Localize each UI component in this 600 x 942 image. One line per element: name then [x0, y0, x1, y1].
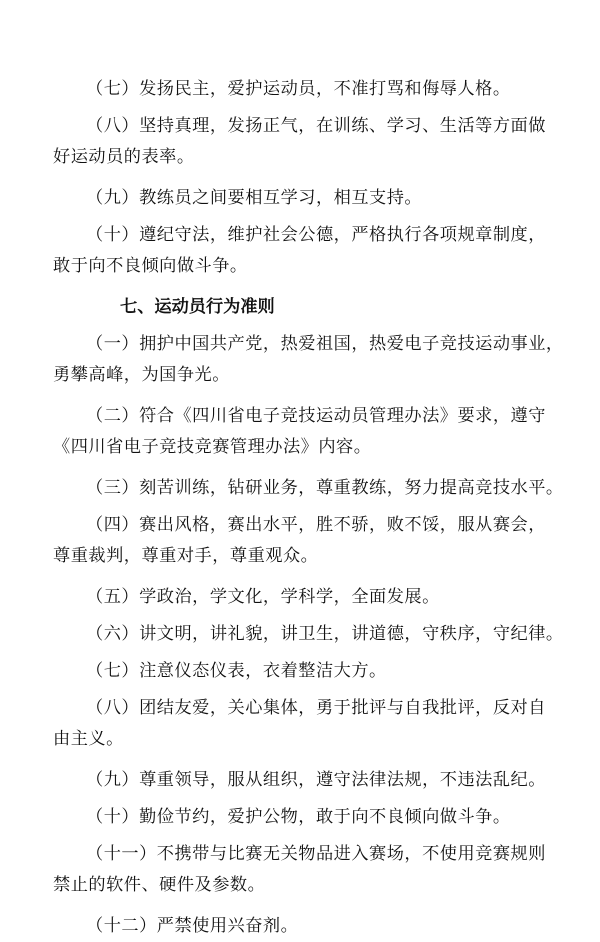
paragraph-coach-8: （八）坚持真理，发扬正气，在训练、学习、生活等方面做 好运动员的表率。	[53, 116, 546, 167]
rule-12: （十二）严禁使用兴奋剂。	[86, 916, 299, 936]
paragraph-coach-7: （七）发扬民主，爱护运动员，不准打骂和侮辱人格。	[86, 79, 511, 99]
rule-7: （七）注意仪态仪表，衣着整洁大方。	[86, 661, 387, 681]
rule-10: （十）勤俭节约，爱护公物，敢于向不良倾向做斗争。	[86, 807, 511, 827]
rule-3: （三）刻苦训练，钻研业务，尊重教练，努力提高竞技水平。	[86, 478, 564, 498]
section-heading: 七、运动员行为准则	[120, 297, 275, 317]
rule-4: （四）赛出风格，赛出水平，胜不骄，败不馁，服从赛会， 尊重裁判，尊重对手，尊重观众。	[53, 515, 546, 566]
rule-6: （六）讲文明，讲礼貌，讲卫生，讲道德，守秩序，守纪律。	[86, 624, 564, 644]
paragraph-coach-9: （九）教练员之间要相互学习，相互支持。	[86, 188, 423, 208]
rule-11: （十一）不携带与比赛无关物品进入赛场，不使用竞赛规则 禁止的软件、硬件及参数。	[53, 844, 546, 895]
rule-2: （二）符合《四川省电子竞技运动员管理办法》要求，遵守 《四川省电子竞技竞赛管理办法》内容。	[53, 406, 546, 457]
rule-9: （九）尊重领导，服从组织，遵守法律法规，不违法乱纪。	[86, 770, 546, 790]
paragraph-coach-10: （十）遵纪守法，维护社会公德，严格执行各项规章制度， 敢于向不良倾向做斗争。	[53, 225, 546, 276]
rule-5: （五）学政治，学文化，学科学，全面发展。	[86, 587, 440, 607]
rule-1: （一）拥护中国共产党，热爱祖国，热爱电子竞技运动事业， 勇攀高峰，为国争光。	[53, 334, 564, 385]
rule-8: （八）团结友爱，关心集体，勇于批评与自我批评，反对自 由主义。	[53, 698, 546, 749]
